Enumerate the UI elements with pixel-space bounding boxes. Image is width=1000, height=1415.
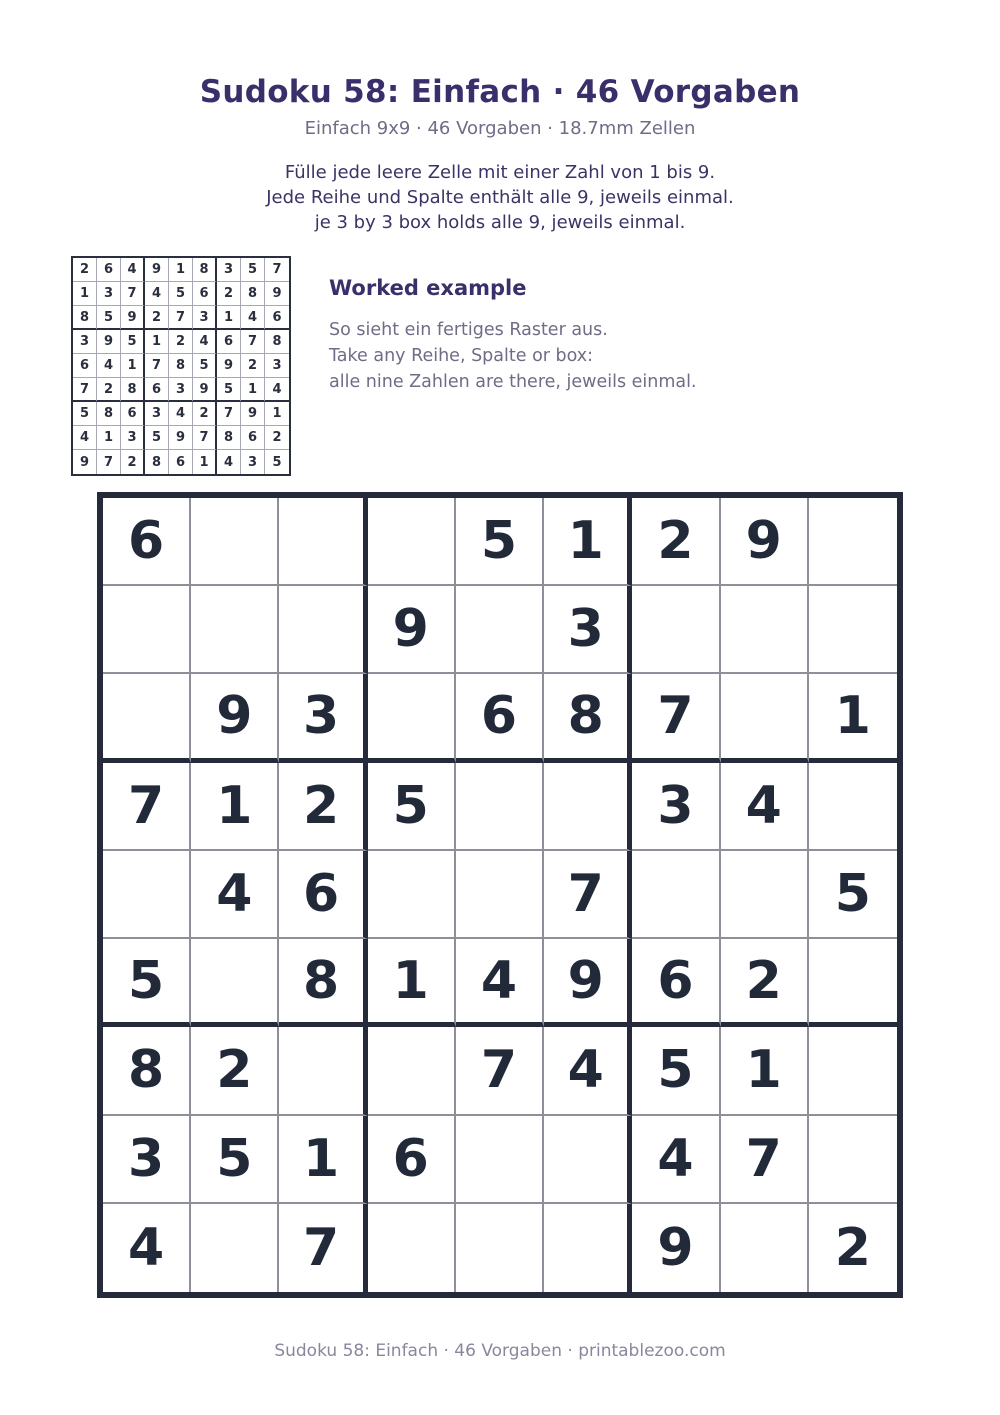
example-cell-r3-c3: 9	[121, 306, 145, 330]
puzzle-cell-r2-c1[interactable]	[103, 586, 191, 674]
example-cell-r6-c5: 3	[169, 378, 193, 402]
puzzle-cell-r6-c9[interactable]	[809, 939, 897, 1027]
puzzle-cell-r3-c4[interactable]	[368, 674, 456, 762]
puzzle-cell-r3-c7: 7	[632, 674, 720, 762]
puzzle-cell-r8-c6[interactable]	[544, 1116, 632, 1204]
example-cell-r7-c4: 3	[145, 402, 169, 426]
puzzle-cell-r4-c6[interactable]	[544, 763, 632, 851]
example-cell-r6-c1: 7	[73, 378, 97, 402]
example-cell-r1-c6: 8	[193, 258, 217, 282]
puzzle-cell-r6-c6: 9	[544, 939, 632, 1027]
example-cell-r5-c2: 4	[97, 354, 121, 378]
puzzle-cell-r1-c7: 2	[632, 498, 720, 586]
puzzle-cell-r3-c9: 1	[809, 674, 897, 762]
puzzle-cell-r4-c9[interactable]	[809, 763, 897, 851]
example-cell-r2-c9: 9	[265, 282, 289, 306]
puzzle-cell-r8-c3: 1	[279, 1116, 367, 1204]
worked-example-line: alle nine Zahlen are there, jeweils einmal.	[329, 372, 697, 392]
example-cell-r7-c8: 9	[241, 402, 265, 426]
puzzle-cell-r7-c8: 1	[721, 1027, 809, 1115]
puzzle-cell-r9-c5[interactable]	[456, 1204, 544, 1292]
puzzle-cell-r5-c1[interactable]	[103, 851, 191, 939]
rule-line: Jede Reihe und Spalte enthält alle 9, jeweils einmal.	[266, 187, 734, 208]
puzzle-cell-r2-c5[interactable]	[456, 586, 544, 674]
example-cell-r2-c5: 5	[169, 282, 193, 306]
example-cell-r5-c6: 5	[193, 354, 217, 378]
example-cell-r5-c3: 1	[121, 354, 145, 378]
puzzle-cell-r3-c5: 6	[456, 674, 544, 762]
example-cell-r2-c1: 1	[73, 282, 97, 306]
example-cell-r5-c9: 3	[265, 354, 289, 378]
example-cell-r1-c3: 4	[121, 258, 145, 282]
example-cell-r1-c9: 7	[265, 258, 289, 282]
puzzle-cell-r5-c5[interactable]	[456, 851, 544, 939]
puzzle-cell-r9-c8[interactable]	[721, 1204, 809, 1292]
puzzle-cell-r4-c1: 7	[103, 763, 191, 851]
puzzle-cell-r6-c3: 8	[279, 939, 367, 1027]
puzzle-cell-r7-c3[interactable]	[279, 1027, 367, 1115]
example-cell-r7-c1: 5	[73, 402, 97, 426]
puzzle-cell-r8-c1: 3	[103, 1116, 191, 1204]
example-cell-r7-c6: 2	[193, 402, 217, 426]
puzzle-cell-r5-c2: 4	[191, 851, 279, 939]
puzzle-cell-r5-c8[interactable]	[721, 851, 809, 939]
page-title: Sudoku 58: Einfach · 46 Vorgaben	[199, 74, 801, 110]
page-subtitle: Einfach 9x9 · 46 Vorgaben · 18.7mm Zellen	[304, 118, 696, 139]
puzzle-cell-r4-c5[interactable]	[456, 763, 544, 851]
puzzle-cell-r6-c8: 2	[721, 939, 809, 1027]
example-cell-r3-c2: 5	[97, 306, 121, 330]
puzzle-cell-r2-c8[interactable]	[721, 586, 809, 674]
example-cell-r9-c6: 1	[193, 450, 217, 474]
example-cell-r3-c6: 3	[193, 306, 217, 330]
example-cell-r2-c3: 7	[121, 282, 145, 306]
puzzle-cell-r7-c6: 4	[544, 1027, 632, 1115]
puzzle-cell-r6-c2[interactable]	[191, 939, 279, 1027]
puzzle-cell-r8-c9[interactable]	[809, 1116, 897, 1204]
example-cell-r2-c6: 6	[193, 282, 217, 306]
example-cell-r3-c5: 7	[169, 306, 193, 330]
puzzle-cell-r8-c8: 7	[721, 1116, 809, 1204]
puzzle-cell-r2-c6: 3	[544, 586, 632, 674]
example-cell-r4-c5: 2	[169, 330, 193, 354]
puzzle-cell-r4-c4: 5	[368, 763, 456, 851]
example-cell-r7-c2: 8	[97, 402, 121, 426]
puzzle-cell-r9-c3: 7	[279, 1204, 367, 1292]
puzzle-cell-r3-c8[interactable]	[721, 674, 809, 762]
puzzle-cell-r1-c5: 5	[456, 498, 544, 586]
example-cell-r2-c7: 2	[217, 282, 241, 306]
page-footer: Sudoku 58: Einfach · 46 Vorgaben · printablezoo.com	[274, 1341, 726, 1361]
puzzle-cell-r7-c1: 8	[103, 1027, 191, 1115]
puzzle-cell-r4-c8: 4	[721, 763, 809, 851]
example-cell-r7-c9: 1	[265, 402, 289, 426]
example-cell-r8-c2: 1	[97, 426, 121, 450]
puzzle-cell-r2-c4: 9	[368, 586, 456, 674]
rule-line: Fülle jede leere Zelle mit einer Zahl von 1 bis 9.	[284, 162, 716, 183]
example-cell-r6-c8: 1	[241, 378, 265, 402]
puzzle-cell-r4-c7: 3	[632, 763, 720, 851]
example-cell-r4-c7: 6	[217, 330, 241, 354]
puzzle-cell-r4-c3: 2	[279, 763, 367, 851]
puzzle-cell-r3-c2: 9	[191, 674, 279, 762]
worked-example-grid	[71, 256, 291, 476]
puzzle-cell-r5-c4[interactable]	[368, 851, 456, 939]
example-cell-r9-c7: 4	[217, 450, 241, 474]
puzzle-cell-r1-c2[interactable]	[191, 498, 279, 586]
example-cell-r8-c9: 2	[265, 426, 289, 450]
example-cell-r4-c2: 9	[97, 330, 121, 354]
example-cell-r5-c5: 8	[169, 354, 193, 378]
example-cell-r1-c2: 6	[97, 258, 121, 282]
puzzle-cell-r1-c9[interactable]	[809, 498, 897, 586]
example-cell-r2-c8: 8	[241, 282, 265, 306]
puzzle-cell-r6-c7: 6	[632, 939, 720, 1027]
puzzle-cell-r9-c7: 9	[632, 1204, 720, 1292]
example-cell-r3-c9: 6	[265, 306, 289, 330]
example-cell-r4-c6: 4	[193, 330, 217, 354]
example-cell-r7-c7: 7	[217, 402, 241, 426]
example-cell-r9-c8: 3	[241, 450, 265, 474]
puzzle-cell-r8-c7: 4	[632, 1116, 720, 1204]
puzzle-cell-r1-c4[interactable]	[368, 498, 456, 586]
puzzle-cell-r5-c3: 6	[279, 851, 367, 939]
worked-example-text	[329, 317, 697, 395]
example-cell-r8-c3: 3	[121, 426, 145, 450]
example-cell-r5-c4: 7	[145, 354, 169, 378]
puzzle-cell-r6-c4: 1	[368, 939, 456, 1027]
example-cell-r9-c4: 8	[145, 450, 169, 474]
rule-line: je 3 by 3 box holds alle 9, jeweils einmal.	[314, 212, 686, 233]
puzzle-cell-r5-c6: 7	[544, 851, 632, 939]
example-cell-r6-c9: 4	[265, 378, 289, 402]
example-cell-r9-c3: 2	[121, 450, 145, 474]
example-cell-r3-c8: 4	[241, 306, 265, 330]
example-cell-r6-c7: 5	[217, 378, 241, 402]
puzzle-cell-r7-c5: 7	[456, 1027, 544, 1115]
puzzle-cell-r2-c7[interactable]	[632, 586, 720, 674]
example-cell-r3-c7: 1	[217, 306, 241, 330]
puzzle-cell-r7-c4[interactable]	[368, 1027, 456, 1115]
puzzle-cell-r3-c6: 8	[544, 674, 632, 762]
example-cell-r1-c5: 1	[169, 258, 193, 282]
example-cell-r8-c1: 4	[73, 426, 97, 450]
example-cell-r8-c7: 8	[217, 426, 241, 450]
example-cell-r3-c4: 2	[145, 306, 169, 330]
example-cell-r1-c7: 3	[217, 258, 241, 282]
puzzle-cell-r5-c9: 5	[809, 851, 897, 939]
example-cell-r5-c7: 9	[217, 354, 241, 378]
puzzle-cell-r8-c2: 5	[191, 1116, 279, 1204]
puzzle-cell-r3-c1[interactable]	[103, 674, 191, 762]
example-cell-r6-c2: 2	[97, 378, 121, 402]
example-cell-r9-c9: 5	[272, 454, 282, 470]
worked-example-title: Worked example	[329, 276, 527, 300]
example-cell-r2-c4: 4	[145, 282, 169, 306]
puzzle-cell-r7-c7: 5	[632, 1027, 720, 1115]
example-cell-r1-c4: 9	[145, 258, 169, 282]
example-cell-r6-c6: 9	[193, 378, 217, 402]
example-cell-r4-c9: 8	[265, 330, 289, 354]
puzzle-cell-r8-c4: 6	[368, 1116, 456, 1204]
rules-text	[0, 160, 1000, 235]
puzzle-cell-r9-c2[interactable]	[191, 1204, 279, 1292]
sudoku-board	[97, 492, 903, 1298]
puzzle-cell-r2-c9[interactable]	[809, 586, 897, 674]
example-cell-r6-c3: 8	[121, 378, 145, 402]
puzzle-cell-r7-c9[interactable]	[809, 1027, 897, 1115]
example-cell-r1-c8: 5	[241, 258, 265, 282]
example-cell-r4-c3: 5	[121, 330, 145, 354]
puzzle-cell-r6-c1: 5	[103, 939, 191, 1027]
example-cell-r4-c4: 1	[145, 330, 169, 354]
example-cell-r8-c4: 5	[145, 426, 169, 450]
example-cell-r7-c3: 6	[121, 402, 145, 426]
example-cell-r2-c2: 3	[97, 282, 121, 306]
example-cell-r8-c8: 6	[241, 426, 265, 450]
example-cell-r1-c1: 2	[73, 258, 97, 282]
puzzle-cell-r9-c9: 2	[834, 1217, 871, 1278]
example-cell-r4-c8: 7	[241, 330, 265, 354]
example-cell-r8-c6: 7	[193, 426, 217, 450]
example-cell-r5-c8: 2	[241, 354, 265, 378]
puzzle-cell-r2-c3[interactable]	[279, 586, 367, 674]
puzzle-cell-r1-c8: 9	[721, 498, 809, 586]
example-cell-r5-c1: 6	[73, 354, 97, 378]
puzzle-cell-r1-c3[interactable]	[279, 498, 367, 586]
puzzle-cell-r7-c2: 2	[191, 1027, 279, 1115]
example-cell-r3-c1: 8	[73, 306, 97, 330]
puzzle-cell-r9-c1: 4	[103, 1204, 191, 1292]
example-cell-r7-c5: 4	[169, 402, 193, 426]
example-cell-r9-c2: 7	[97, 450, 121, 474]
example-cell-r8-c5: 9	[169, 426, 193, 450]
puzzle-cell-r1-c6: 1	[544, 498, 632, 586]
puzzle-cell-r6-c5: 4	[456, 939, 544, 1027]
puzzle-cell-r9-c6[interactable]	[544, 1204, 632, 1292]
puzzle-cell-r2-c2[interactable]	[191, 586, 279, 674]
example-cell-r9-c1: 9	[73, 450, 97, 474]
worked-example-line: Take any Reihe, Spalte or box:	[329, 346, 594, 366]
puzzle-cell-r4-c2: 1	[191, 763, 279, 851]
puzzle-cell-r8-c5[interactable]	[456, 1116, 544, 1204]
puzzle-cell-r1-c1: 6	[103, 498, 191, 586]
example-cell-r4-c1: 3	[73, 330, 97, 354]
puzzle-cell-r5-c7[interactable]	[632, 851, 720, 939]
puzzle-cell-r9-c4[interactable]	[368, 1204, 456, 1292]
worked-example-line: So sieht ein fertiges Raster aus.	[329, 320, 608, 340]
puzzle-cell-r3-c3: 3	[279, 674, 367, 762]
example-cell-r6-c4: 6	[145, 378, 169, 402]
example-cell-r9-c5: 6	[169, 450, 193, 474]
